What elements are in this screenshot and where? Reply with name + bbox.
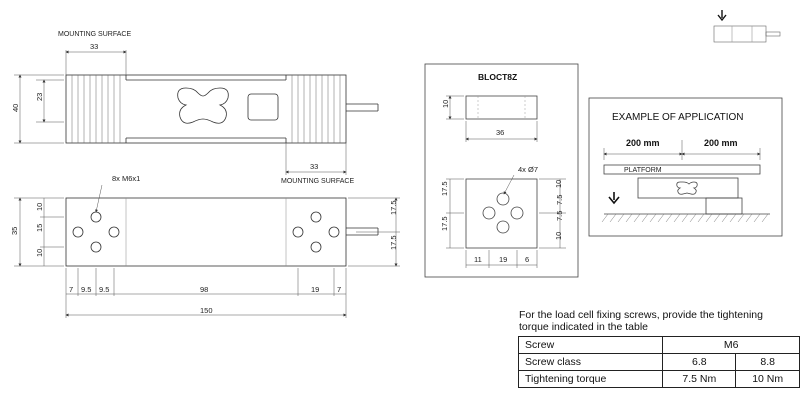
mounting-surface-bottom-label: MOUNTING SURFACE	[281, 178, 355, 185]
application-left-span: 200 mm	[626, 138, 660, 148]
bloct8z-dim-bottom-6: 6	[525, 255, 530, 264]
table-cell: Tightening torque	[519, 371, 663, 388]
holes-left	[73, 212, 119, 252]
side-view	[66, 75, 378, 143]
app-load-cell	[638, 178, 738, 198]
dim-bottom-7-left: 7	[69, 285, 74, 294]
torque-table	[518, 336, 800, 388]
dim-left-10-top: 10	[35, 202, 44, 211]
torque-note: For the load cell fixing screws, provide the tightening torque indicated in the table	[519, 309, 763, 333]
table-cell: 10 Nm	[736, 371, 800, 388]
dim-right-17-5-top: 17.5	[389, 200, 398, 215]
bloct8z-dim-right-1: 10	[554, 179, 563, 188]
dim-width-35: 35	[10, 226, 19, 235]
dim-top-33: 33	[90, 42, 99, 51]
dim-bottom-98: 98	[200, 285, 209, 294]
application-right-span: 200 mm	[704, 138, 738, 148]
bloct8z-dim-right-4: 10	[554, 231, 563, 240]
mounting-surface-top-label: MOUNTING SURFACE	[58, 31, 132, 38]
top-view	[66, 185, 378, 266]
bloct8z-side	[466, 96, 537, 119]
binocular-cutout	[178, 88, 229, 123]
top-view-dimensions	[14, 198, 400, 318]
table-row	[519, 337, 800, 354]
dim-bottom-33: 33	[310, 162, 319, 171]
bloct8z-dim-left-top: 17.5	[440, 181, 449, 196]
dim-height-23: 23	[35, 92, 44, 101]
holes-right	[293, 212, 339, 252]
dim-bottom-7-right: 7	[337, 285, 342, 294]
bloct8z-dim-36: 36	[496, 128, 505, 137]
ribs-right	[292, 75, 340, 143]
table-cell: M6	[663, 337, 800, 354]
bloct8z-dim-10: 10	[441, 99, 450, 108]
dim-height-40: 40	[11, 103, 20, 112]
table-row	[519, 371, 800, 388]
bloct8z-dim-left-bottom: 17.5	[440, 216, 449, 231]
bloct8z-plan	[466, 179, 537, 248]
table-cell: Screw class	[519, 354, 663, 371]
bloct8z-dimensions	[446, 96, 566, 268]
table-cell: Screw	[519, 337, 663, 354]
dim-total-150: 150	[200, 306, 213, 315]
dim-bottom-19: 19	[311, 285, 320, 294]
bloct8z-title: BLOCT8Z	[478, 72, 518, 82]
table-row	[519, 354, 800, 371]
dim-bottom-9-5-b: 9.5	[99, 285, 110, 294]
dim-left-15: 15	[35, 223, 44, 232]
application-title: EXAMPLE OF APPLICATION	[612, 112, 744, 123]
strain-gauge-pocket	[248, 94, 278, 120]
bloct8z-dim-right-2: 7.5	[555, 194, 564, 205]
bloct8z-dim-right-3: 7.5	[555, 210, 564, 221]
ribs-left	[72, 75, 120, 143]
dim-right-17-5-bottom: 17.5	[389, 235, 398, 250]
bloct8z-hole-note: 4x Ø7	[518, 165, 539, 174]
thread-note: 8x M6x1	[112, 174, 141, 183]
table-cell: 8.8	[736, 354, 800, 371]
dim-bottom-9-5-a: 9.5	[81, 285, 92, 294]
table-cell: 7.5 Nm	[663, 371, 736, 388]
thumbnail-view	[714, 10, 780, 42]
bloct8z-dim-bottom-19: 19	[499, 255, 508, 264]
bloct8z-dim-bottom-11: 11	[474, 255, 482, 264]
platform-label: PLATFORM	[624, 167, 662, 174]
dim-left-10-bottom: 10	[35, 248, 44, 257]
table-cell: 6.8	[663, 354, 736, 371]
